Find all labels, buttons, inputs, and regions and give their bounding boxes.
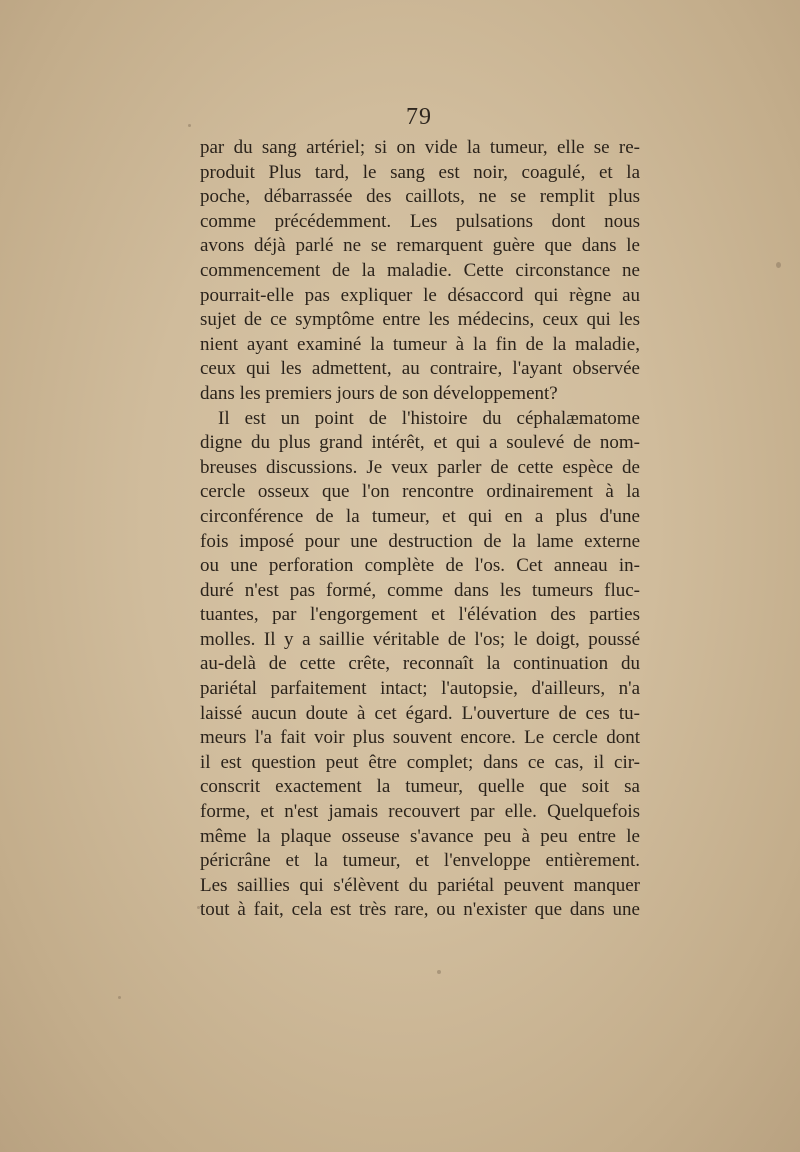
text-line: pariétal parfaitement intact; l'autopsie, d'ailleurs, n'a <box>200 678 640 700</box>
paper-speck <box>118 996 121 999</box>
text-line: tuantes, par l'engorgement et l'élévation des parties <box>200 604 640 626</box>
text-line: pourrait-elle pas expliquer le désaccord qui règne au <box>200 284 640 306</box>
text-line: avons déjà parlé ne se remarquent guère que dans le <box>200 235 640 257</box>
text-line: commencement de la maladie. Cette circonstance ne <box>200 259 640 281</box>
text-line: au-delà de cette crête, reconnaît la continuation du <box>200 653 640 675</box>
text-line: conscrit exactement la tumeur, quelle que soit sa <box>200 776 640 798</box>
text-line: molles. Il y a saillie véritable de l'os; le doigt, poussé <box>200 628 640 650</box>
text-line: tout à fait, cela est très rare, ou n'exister que dans une <box>200 899 640 921</box>
text-line: nient ayant examiné la tumeur à la fin de la maladie, <box>200 333 640 355</box>
text-line: par du sang artériel; si on vide la tumeur, elle se re- <box>200 137 640 158</box>
text-line: Il est un point de l'histoire du céphalæmatome <box>218 407 640 429</box>
text-line: meurs l'a fait voir plus souvent encore. Le cercle dont <box>200 727 640 749</box>
text-line: produit Plus tard, le sang est noir, coagulé, et la <box>200 161 640 183</box>
text-line: circonférence de la tumeur, et qui en a plus d'une <box>200 505 640 527</box>
paper-speck <box>437 970 441 974</box>
paper-speck <box>188 124 191 127</box>
text-line: duré n'est pas formé, comme dans les tumeurs fluc- <box>200 579 640 601</box>
text-line: il est question peut être complet; dans ce cas, il cir- <box>200 751 640 773</box>
text-line: cercle osseux que l'on rencontre ordinairement à la <box>200 481 640 503</box>
text-line: même la plaque osseuse s'avance peu à peu entre le <box>200 825 640 847</box>
text-line: breuses discussions. Je veux parler de cette espèce de <box>200 456 640 478</box>
text-line: dans les premiers jours de son développement? <box>200 382 558 404</box>
paper-speck <box>776 262 781 268</box>
text-line: sujet de ce symptôme entre les médecins, ceux qui les <box>200 309 640 331</box>
body-text <box>200 136 640 923</box>
text-line: ceux qui les admettent, au contraire, l'ayant observée <box>200 358 640 380</box>
text-line: fois imposé pour une destruction de la lame externe <box>200 530 640 552</box>
text-line: ou une perforation complète de l'os. Cet anneau in- <box>200 555 640 577</box>
text-line: comme précédemment. Les pulsations dont nous <box>200 210 640 232</box>
text-line: péricrâne et la tumeur, et l'enveloppe entièrement. <box>200 850 640 872</box>
text-line: forme, et n'est jamais recouvert par elle. Quelquefois <box>200 801 640 823</box>
text-line: digne du plus grand intérêt, et qui a soulevé de nom- <box>200 432 640 454</box>
text-line: Les saillies qui s'élèvent du pariétal peuvent manquer <box>200 874 640 896</box>
page-number: 79 <box>406 104 432 130</box>
text-line: laissé aucun doute à cet égard. L'ouverture de ces tu- <box>200 702 640 724</box>
paper-speck <box>197 906 200 909</box>
text-line: poche, débarrassée des caillots, ne se remplit plus <box>200 186 640 208</box>
